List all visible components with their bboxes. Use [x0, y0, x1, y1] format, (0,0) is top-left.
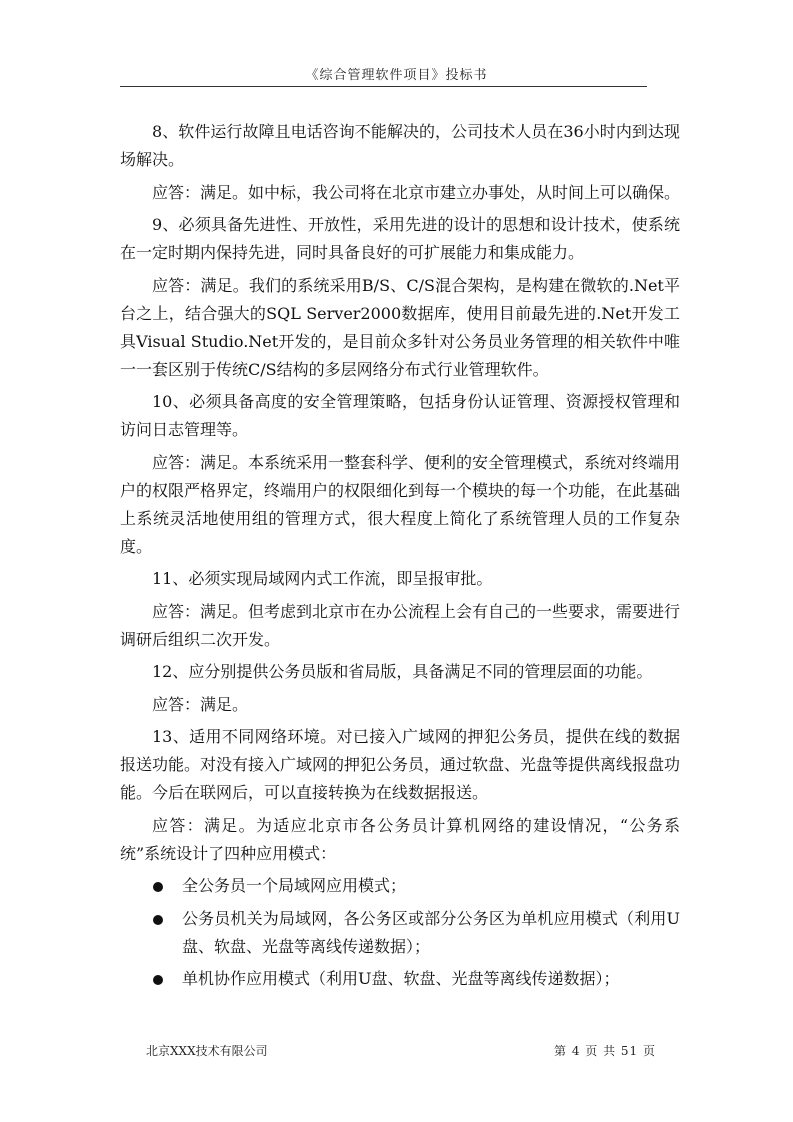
- list-item: [120, 872, 680, 900]
- paragraph-item-8: 8、软件运行故障且电话咨询不能解决的，公司技术人员在36小时内到达现场解决。: [120, 122, 680, 169]
- document-body: [120, 118, 680, 998]
- list-item: [120, 905, 680, 961]
- footer-page-number: 第 4 页 共 51 页: [554, 1044, 656, 1058]
- list-item-text: 单机协作应用模式（利用U盘、软盘、光盘等离线传递数据）；: [182, 969, 620, 988]
- paragraph-item-12: 12、应分别提供公务员版和省局版，具备满足不同的管理层面的功能。: [152, 662, 653, 681]
- bullet-icon: [153, 915, 163, 925]
- paragraph-answer-10: 应答：满足。本系统采用一整套科学、便利的安全管理模式，系统对终端用户的权限严格界定，终端用户的权限细化到每一个模块的每一个功能，在此基础上系统灵活地使用组的管理方式，很大程度上简化了系统管理人员的工作复杂度。: [120, 452, 681, 556]
- bullet-icon: [153, 975, 163, 985]
- paragraph-answer-12: 应答：满足。: [152, 694, 249, 714]
- paragraph-answer-13: 应答：满足。为适应北京市各公务员计算机网络的建设情况，“公务系统”系统设计了四种应用模式：: [120, 815, 680, 863]
- paragraph-answer-11: 应答：满足。但考虑到北京市在办公流程上会有自己的一些要求，需要进行调研后组织二次开发。: [120, 601, 681, 649]
- bullet-icon: [153, 882, 163, 892]
- footer-company: 北京XXX技术有限公司: [146, 1044, 268, 1058]
- paragraph-answer-8: 应答：满足。如中标，我公司将在北京市建立办事处，从时间上可以确保。: [152, 182, 681, 202]
- paragraph-item-9: 9、必须具备先进性、开放性，采用先进的设计的思想和设计技术，使系统在一定时期内保持先进，同时具备良好的可扩展能力和集成能力。: [120, 215, 680, 262]
- paragraph-item-10: 10、必须具备高度的安全管理策略，包括身份认证管理、资源授权管理和访问日志管理等。: [120, 392, 680, 439]
- paragraph-item-11: 11、必须实现局域网内式工作流，即呈报审批。: [152, 569, 493, 588]
- list-item-text: 公务员机关为局域网，各公务区或部分公务区为单机应用模式（利用U盘、软盘、光盘等离线传递数据）；: [182, 908, 680, 956]
- paragraph-item-13: 13、适用不同网络环境。对已接入广域网的押犯公务员，提供在线的数据报送功能。对没有接入广域网的押犯公务员，通过软盘、光盘等提供离线报盘功能。今后在联网后，可以直接转换为在线数据报送。: [120, 727, 681, 802]
- paragraph-answer-9: 应答：满足。我们的系统采用B/S、C/S混合架构，是构建在微软的.Net平台之上，结合强大的SQL Server2000数据库，使用目前最先进的.Net开发工具Visual Studio.Net开发的，是目前众多针对公务员业务管理的相关软件中唯一一套区别于传统C/S结构的多层网络分布式行业管理软件。: [120, 275, 680, 379]
- list-item: [120, 965, 680, 993]
- list-item-text: 全公务员一个局域网应用模式；: [182, 876, 407, 895]
- document-header-title: 《综合管理软件项目》投标书: [305, 68, 488, 83]
- application-mode-list: [120, 872, 680, 993]
- header-divider: [120, 86, 647, 87]
